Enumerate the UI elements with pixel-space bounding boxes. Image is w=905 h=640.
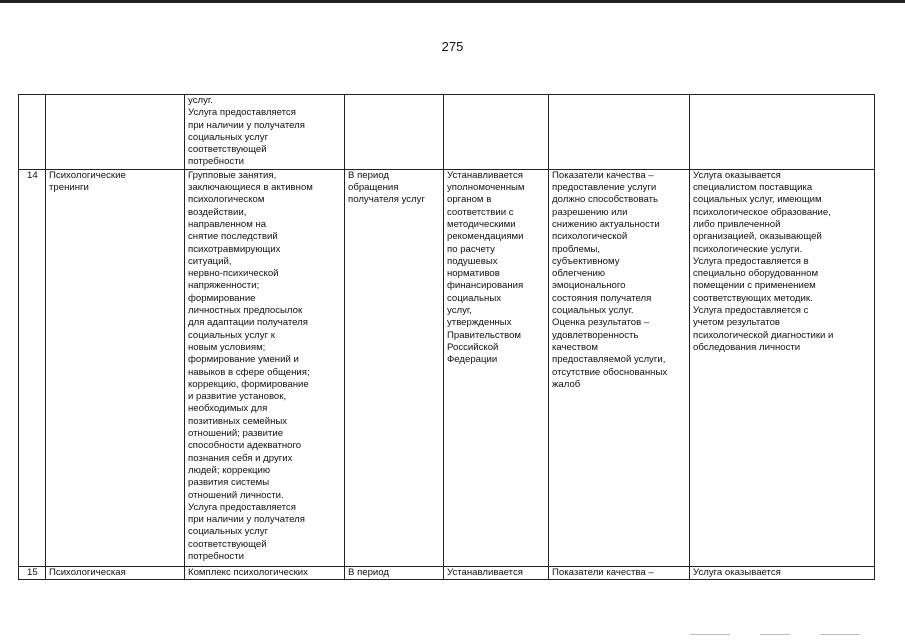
service-conditions-cell: Услуга оказывается специалистом поставщика социальных услуг, имеющим психологическое образование, либо привлеченной организацией, оказывающей психологические услуги. Услуга предоставляется в специально оборудованном помещении с применением соответствующих методик. Услуга предоставляется с учетом результатов психологической диагностики и обследования личности <box>690 169 875 566</box>
service-conditions-cell <box>690 95 875 170</box>
row-number-cell <box>19 95 46 170</box>
page-number: 275 <box>441 39 464 54</box>
row-number-cell: 15 <box>19 566 46 579</box>
service-period-cell: В период <box>345 566 444 579</box>
service-name-cell: Психологическая <box>46 566 185 579</box>
row-number-cell: 14 <box>19 169 46 566</box>
services-table <box>18 94 875 580</box>
service-tariff-cell: Устанавливается уполномоченным органом в соответствии с методическими рекомендациями по расчету подушевых нормативов финансирования социальных услуг, утвержденных Правительством Российской Федерации <box>444 169 549 566</box>
scan-top-border <box>0 0 905 3</box>
service-tariff-cell <box>444 95 549 170</box>
scan-artifact <box>690 634 730 635</box>
service-tariff-cell: Устанавливается <box>444 566 549 579</box>
quality-indicators-cell <box>549 95 690 170</box>
service-description-cell: Групповые занятия, заключающиеся в активном психологическом воздействии, направленном на снятие последствий психотравмирующих ситуаций, нервно-психической напряженности; формирование личностных предпосылок для адаптации получателя социальных услуг к новым условиям; формирование умений и навыков в сфере общения; коррекцию, формирование и развитие установок, необходимых для позитивных семейных отношений; развитие способности адекватного познания себя и других людей; коррекцию развития системы отношений личности. Услуга предоставляется при наличии у получателя социальных услуг соответствующей потребности <box>185 169 345 566</box>
service-description-cell: Комплекс психологических <box>185 566 345 579</box>
scan-artifact <box>820 634 860 635</box>
service-period-cell <box>345 95 444 170</box>
table-row <box>19 95 875 170</box>
service-description-cell: услуг. Услуга предоставляется при наличии у получателя социальных услуг соответствующей потребности <box>185 95 345 170</box>
scan-artifact <box>760 634 790 635</box>
quality-indicators-cell: Показатели качества – предоставление услуги должно способствовать разрешению или снижению актуальности психологической проблемы, субъективному облегчению эмоционального состояния получателя социальных услуг. Оценка результатов – удовлетворенность качеством предоставляемой услуги, отсутствие обоснованных жалоб <box>549 169 690 566</box>
table-row <box>19 169 875 566</box>
service-name-cell: Психологические тренинги <box>46 169 185 566</box>
table-row <box>19 566 875 579</box>
service-name-cell <box>46 95 185 170</box>
service-conditions-cell: Услуга оказывается <box>690 566 875 579</box>
service-period-cell: В период обращения получателя услуг <box>345 169 444 566</box>
quality-indicators-cell: Показатели качества – <box>549 566 690 579</box>
